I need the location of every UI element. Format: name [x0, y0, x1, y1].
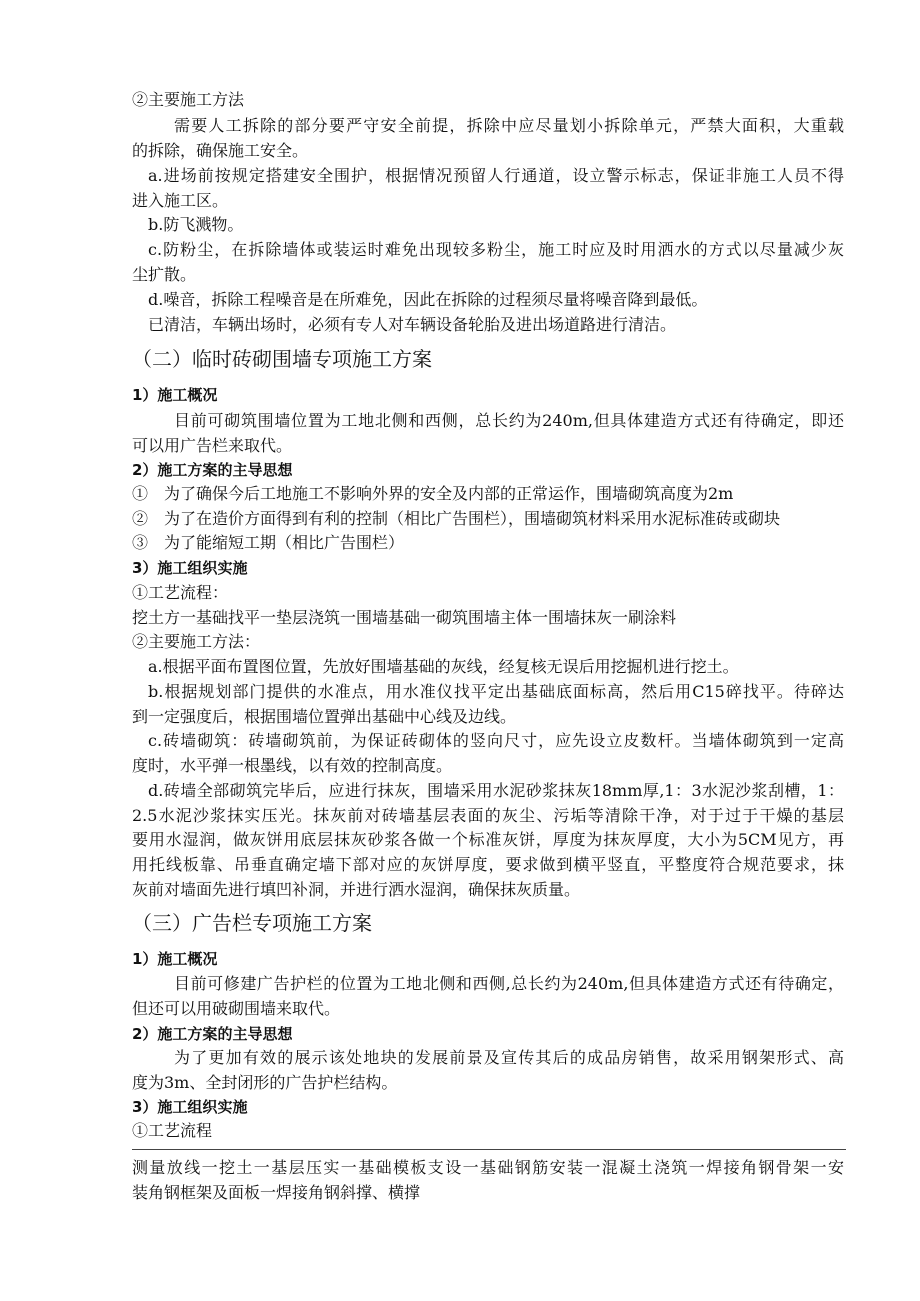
paragraph-line: 要用水湿润，做灰饼用底层抹灰砂浆各做一个标准灰饼，厚度为抹灰厚度，大小为5CM见方，再 — [132, 830, 844, 849]
paragraph-line: 灰前对墙面先进行填凹补洞，并进行洒水湿润，确保抹灰质量。 — [132, 880, 581, 899]
process-flow: 测量放线一挖土一基层压实一基础模板支设一基础钢筋安装一混凝土浇筑一焊接角钢骨架一安 — [132, 1158, 844, 1177]
paragraph-line: ①工艺流程： — [132, 583, 229, 602]
paragraph-line: ①工艺流程 — [132, 1121, 213, 1140]
paragraph-line: 目前可砌筑围墙位置为工地北侧和西侧，总长约为240m,但具体建造方式还有待确定，即还 — [174, 411, 844, 430]
subheading-overview: 1）施工概况 — [132, 950, 218, 968]
paragraph-line: 但还可以用破砌围墙来取代。 — [132, 999, 341, 1018]
list-item-d: d.噪音，拆除工程噪音是在所难免，因此在拆除的过程须尽量将噪音降到最低。 — [148, 290, 708, 309]
paragraph-line: 到一定强度后，根据围墙位置弹出基础中心线及边线。 — [132, 707, 517, 726]
horizontal-rule — [132, 1149, 846, 1150]
list-item-c: c.防粉尘，在拆除墙体或装运时难免出现较多粉尘，施工时应及时用洒水的方式以尽量减少灰 — [148, 240, 844, 259]
paragraph-line: 需要人工拆除的部分要严守安全前提，拆除中应尽量划小拆除单元，严禁大面积，大重载 — [174, 116, 844, 135]
section-heading-2: （二）临时砖砌围墙专项施工方案 — [132, 347, 432, 371]
paragraph-line: 度时，水平弹一根墨线，以有效的控制高度。 — [132, 756, 453, 775]
list-item-3: ③ 为了能缩短工期（相比广告围栏） — [132, 533, 405, 552]
paragraph-line: 2.5水泥沙浆抹实压光。抹灰前对砖墙基层表面的灰尘、污垢等清除干净，对于过于干燥的基层 — [132, 806, 844, 825]
paragraph-line: 已清洁，车辆出场时，必须有专人对车辆设备轮胎及进出场道路进行清洁。 — [148, 315, 677, 334]
list-item-d: d.砖墙全部砌筑完毕后，应进行抹灰，围墙采用水泥砂浆抹灰18mm厚,1：3水泥沙浆刮槽，1： — [148, 781, 844, 800]
subheading-main-method: ②主要施工方法 — [132, 90, 245, 109]
list-item-b: b.根据规划部门提供的水准点，用水准仪找平定出基础底面标高，然后用C15碎找平。待碎达 — [148, 682, 844, 701]
list-item-a: a.进场前按规定搭建安全围护，根据情况预留人行通道，设立警示标志，保证非施工人员不得 — [148, 166, 844, 185]
paragraph-line: ②主要施工方法： — [132, 632, 261, 651]
list-item-a: a.根据平面布置图位置，先放好围墙基础的灰线，经复核无误后用挖掘机进行挖土。 — [148, 657, 739, 676]
subheading-overview: 1）施工概况 — [132, 386, 218, 404]
subheading-guiding-idea: 2）施工方案的主导思想 — [132, 461, 293, 479]
list-item-1: ① 为了确保今后工地施工不影响外界的安全及内部的正常运作，围墙砌筑高度为2m — [132, 484, 734, 503]
paragraph-line: 可以用广告栏来取代。 — [132, 436, 293, 455]
list-item-c: c.砖墙砌筑：砖墙砌筑前，为保证砖砌体的竖向尺寸，应先设立皮数杆。当墙体砌筑到一定高 — [148, 731, 844, 750]
paragraph-line: 度为3m、全封闭形的广告护栏结构。 — [132, 1073, 398, 1092]
paragraph-line: 尘扩散。 — [132, 265, 197, 284]
paragraph-line: 用托线板靠、吊垂直确定墙下部对应的灰饼厚度，要求做到横平竖直，平整度符合规范要求，抹 — [132, 855, 844, 874]
process-flow: 挖土方一基础找平一垫层浇筑一围墙基础一砌筑围墙主体一围墙抹灰一刷涂料 — [132, 608, 677, 627]
subheading-implementation: 3）施工组织实施 — [132, 559, 248, 577]
paragraph-line: 目前可修建广告护栏的位置为工地北侧和西侧,总长约为240m,但具体建造方式还有待确定， — [174, 974, 844, 993]
subheading-guiding-idea: 2）施工方案的主导思想 — [132, 1025, 293, 1043]
subheading-implementation: 3）施工组织实施 — [132, 1098, 248, 1116]
section-heading-3: （三）广告栏专项施工方案 — [132, 911, 372, 935]
paragraph-line: 装角钢框架及面板一焊接角钢斜撑、横撑 — [132, 1183, 421, 1202]
paragraph-line: 的拆除，确保施工安全。 — [132, 141, 309, 160]
paragraph-line: 进入施工区。 — [132, 191, 229, 210]
list-item-b: b.防飞溅物。 — [148, 215, 244, 234]
paragraph-line: 为了更加有效的展示该处地块的发展前景及宣传其后的成品房销售，故采用钢架形式、高 — [174, 1048, 844, 1067]
list-item-2: ② 为了在造价方面得到有利的控制（相比广告围栏），围墙砌筑材料采用水泥标准砖或砌块 — [132, 509, 781, 528]
